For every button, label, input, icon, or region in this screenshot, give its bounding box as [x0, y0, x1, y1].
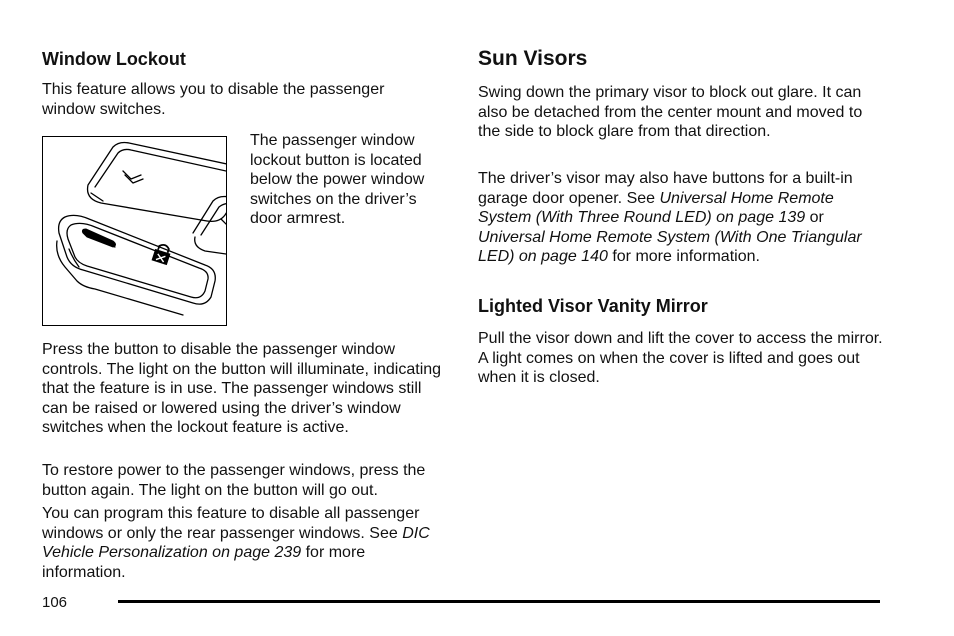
section-heading-window-lockout: Window Lockout: [42, 49, 186, 69]
window-lockout-illustration: [42, 136, 227, 326]
intro-paragraph: This feature allows you to disable the passenger window switches.: [42, 81, 385, 118]
sun-visors-paragraph-2: The driver’s visor may also have buttons for a built-in garage door opener. See Universal Home Remote System (With Three Round LED) on page 139 or Universal Home Remote System (With One Triangular LED) on page 140 for more information.: [478, 170, 862, 265]
page-number: 106: [42, 594, 68, 611]
lockout-paragraph-1: Press the button to disable the passenger window controls. The light on the button will illuminate, indicating that the feature is in use. The passenger windows still can be raised or lowered using the driver’s window switches when the lockout feature is active.: [42, 341, 442, 436]
cross-reference-link[interactable]: Universal Home Remote System (With Three Round LED) on page 139: [478, 189, 834, 226]
lockout-paragraph-3: You can program this feature to disable all passenger windows or only the rear passenger windows. See DIC Vehicle Personalization on page 239 for more information.: [42, 505, 430, 581]
cross-reference-link[interactable]: Universal Home Remote System (With One Triangular LED) on page 140: [478, 228, 862, 265]
section-heading-sun-visors: Sun Visors: [478, 47, 588, 70]
lockout-paragraph-2: To restore power to the passenger windows, press the button again. The light on the button will go out.: [42, 462, 426, 499]
figure-caption: The passenger window lockout button is located below the power window switches on the driver’s door armrest.: [250, 132, 425, 227]
cross-reference-link[interactable]: DIC Vehicle Personalization on page 239: [42, 524, 430, 561]
sun-visors-paragraph-1: Swing down the primary visor to block out glare. It can also be detached from the center mount and moved to the side to block glare from that direction.: [478, 84, 863, 140]
section-heading-vanity-mirror: Lighted Visor Vanity Mirror: [478, 296, 708, 316]
footer-rule: [118, 600, 880, 603]
vanity-mirror-paragraph: Pull the visor down and lift the cover to access the mirror. A light comes on when the cover is lifted and goes out when it is closed.: [478, 330, 883, 386]
